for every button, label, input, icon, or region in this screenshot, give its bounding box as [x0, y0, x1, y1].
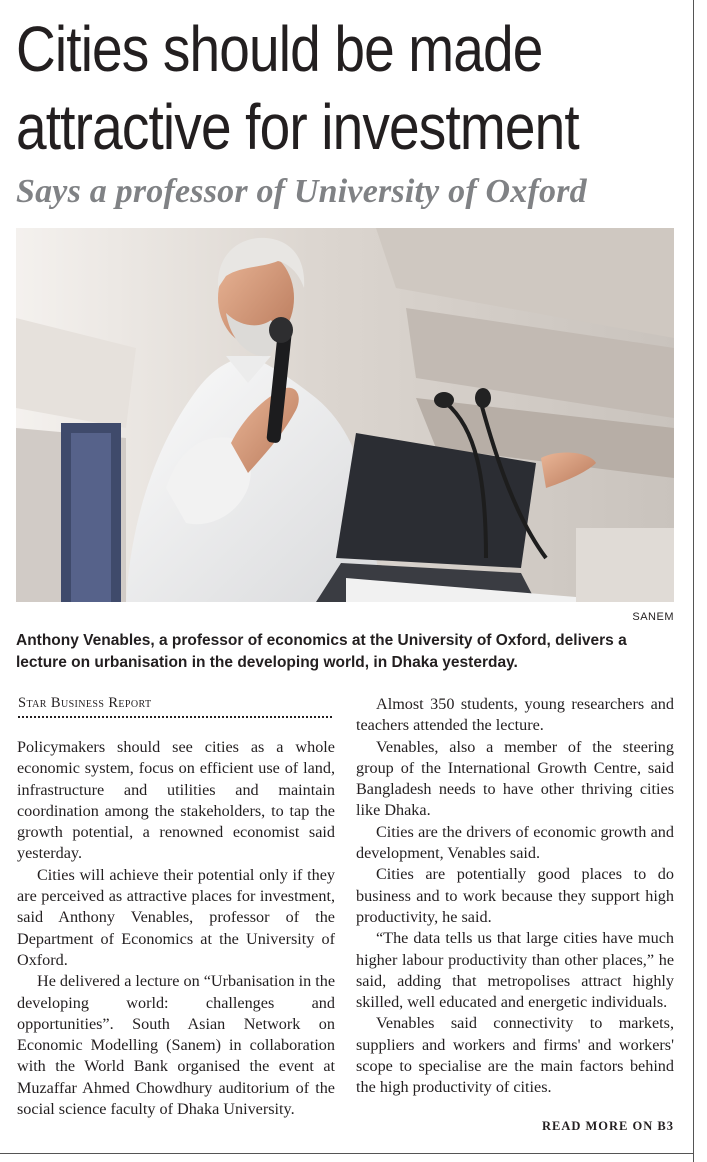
column-rule-vertical [693, 0, 694, 1162]
photo-caption: Anthony Venables, a professor of economics at the University of Oxford, delivers a lecture on urbanisation in the developing world, in Dhaka yesterday. [16, 632, 627, 671]
byline: Star Business Report [18, 695, 152, 711]
headline-line-1: Cities should be made [16, 13, 543, 85]
headline-line-2: attractive for investment [16, 91, 579, 163]
body-paragraph: Cities will achieve their potential only if they are perceived as attractive places for investment, said Anthony Venables, professor of the Department of Economics at the University of Oxford. [17, 865, 335, 969]
body-paragraph: Venables said connectivity to markets, suppliers and workers and firms' and workers' scope to specialise are the main factors behind the high productivity of cities. [356, 1014, 674, 1097]
body-paragraph: Cities are the drivers of economic growth and development, Venables said. [356, 822, 674, 863]
body-paragraph: Almost 350 students, young researchers and teachers attended the lecture. [356, 695, 674, 735]
column-rule-bottom [0, 1153, 694, 1154]
body-paragraph: “The data tells us that large cities have much higher labour productivity than other places,” he said, adding that metropolises attract highly skilled, well educated and energetic individuals. [356, 929, 674, 1012]
read-more-link[interactable]: READ MORE ON B3 [541, 1119, 674, 1133]
body-paragraph: Policymakers should see cities as a whole economic system, focus on efficient use of land, infrastructure and utilities and maintain coordination among the stakeholders, to tap the growth potential, a renowned economist said yesterday. [17, 738, 335, 863]
byline-dotted-rule [18, 716, 332, 718]
photo-credit: SANEM [632, 611, 674, 623]
body-paragraph: He delivered a lecture on “Urbanisation in the developing world: challenges and opportunities”. South Asian Network on Economic Modelling (Sanem) in collaboration with the World Bank organised the event at Muzaffar Ahmed Chowdhury auditorium of the social science faculty of Dhaka University. [17, 972, 335, 1119]
lecture-photo [16, 228, 674, 602]
headline [16, 10, 592, 166]
article-column-2 [356, 694, 674, 1099]
subheadline: Says a professor of University of Oxford [16, 173, 587, 210]
article-column-1 [17, 737, 335, 1120]
body-paragraph: Cities are potentially good places to do business and to work because they support high productivity, he said. [356, 865, 674, 926]
body-paragraph: Venables, also a member of the steering group of the International Growth Centre, said Bangladesh needs to have other thriving cities like Dhaka. [356, 737, 674, 820]
